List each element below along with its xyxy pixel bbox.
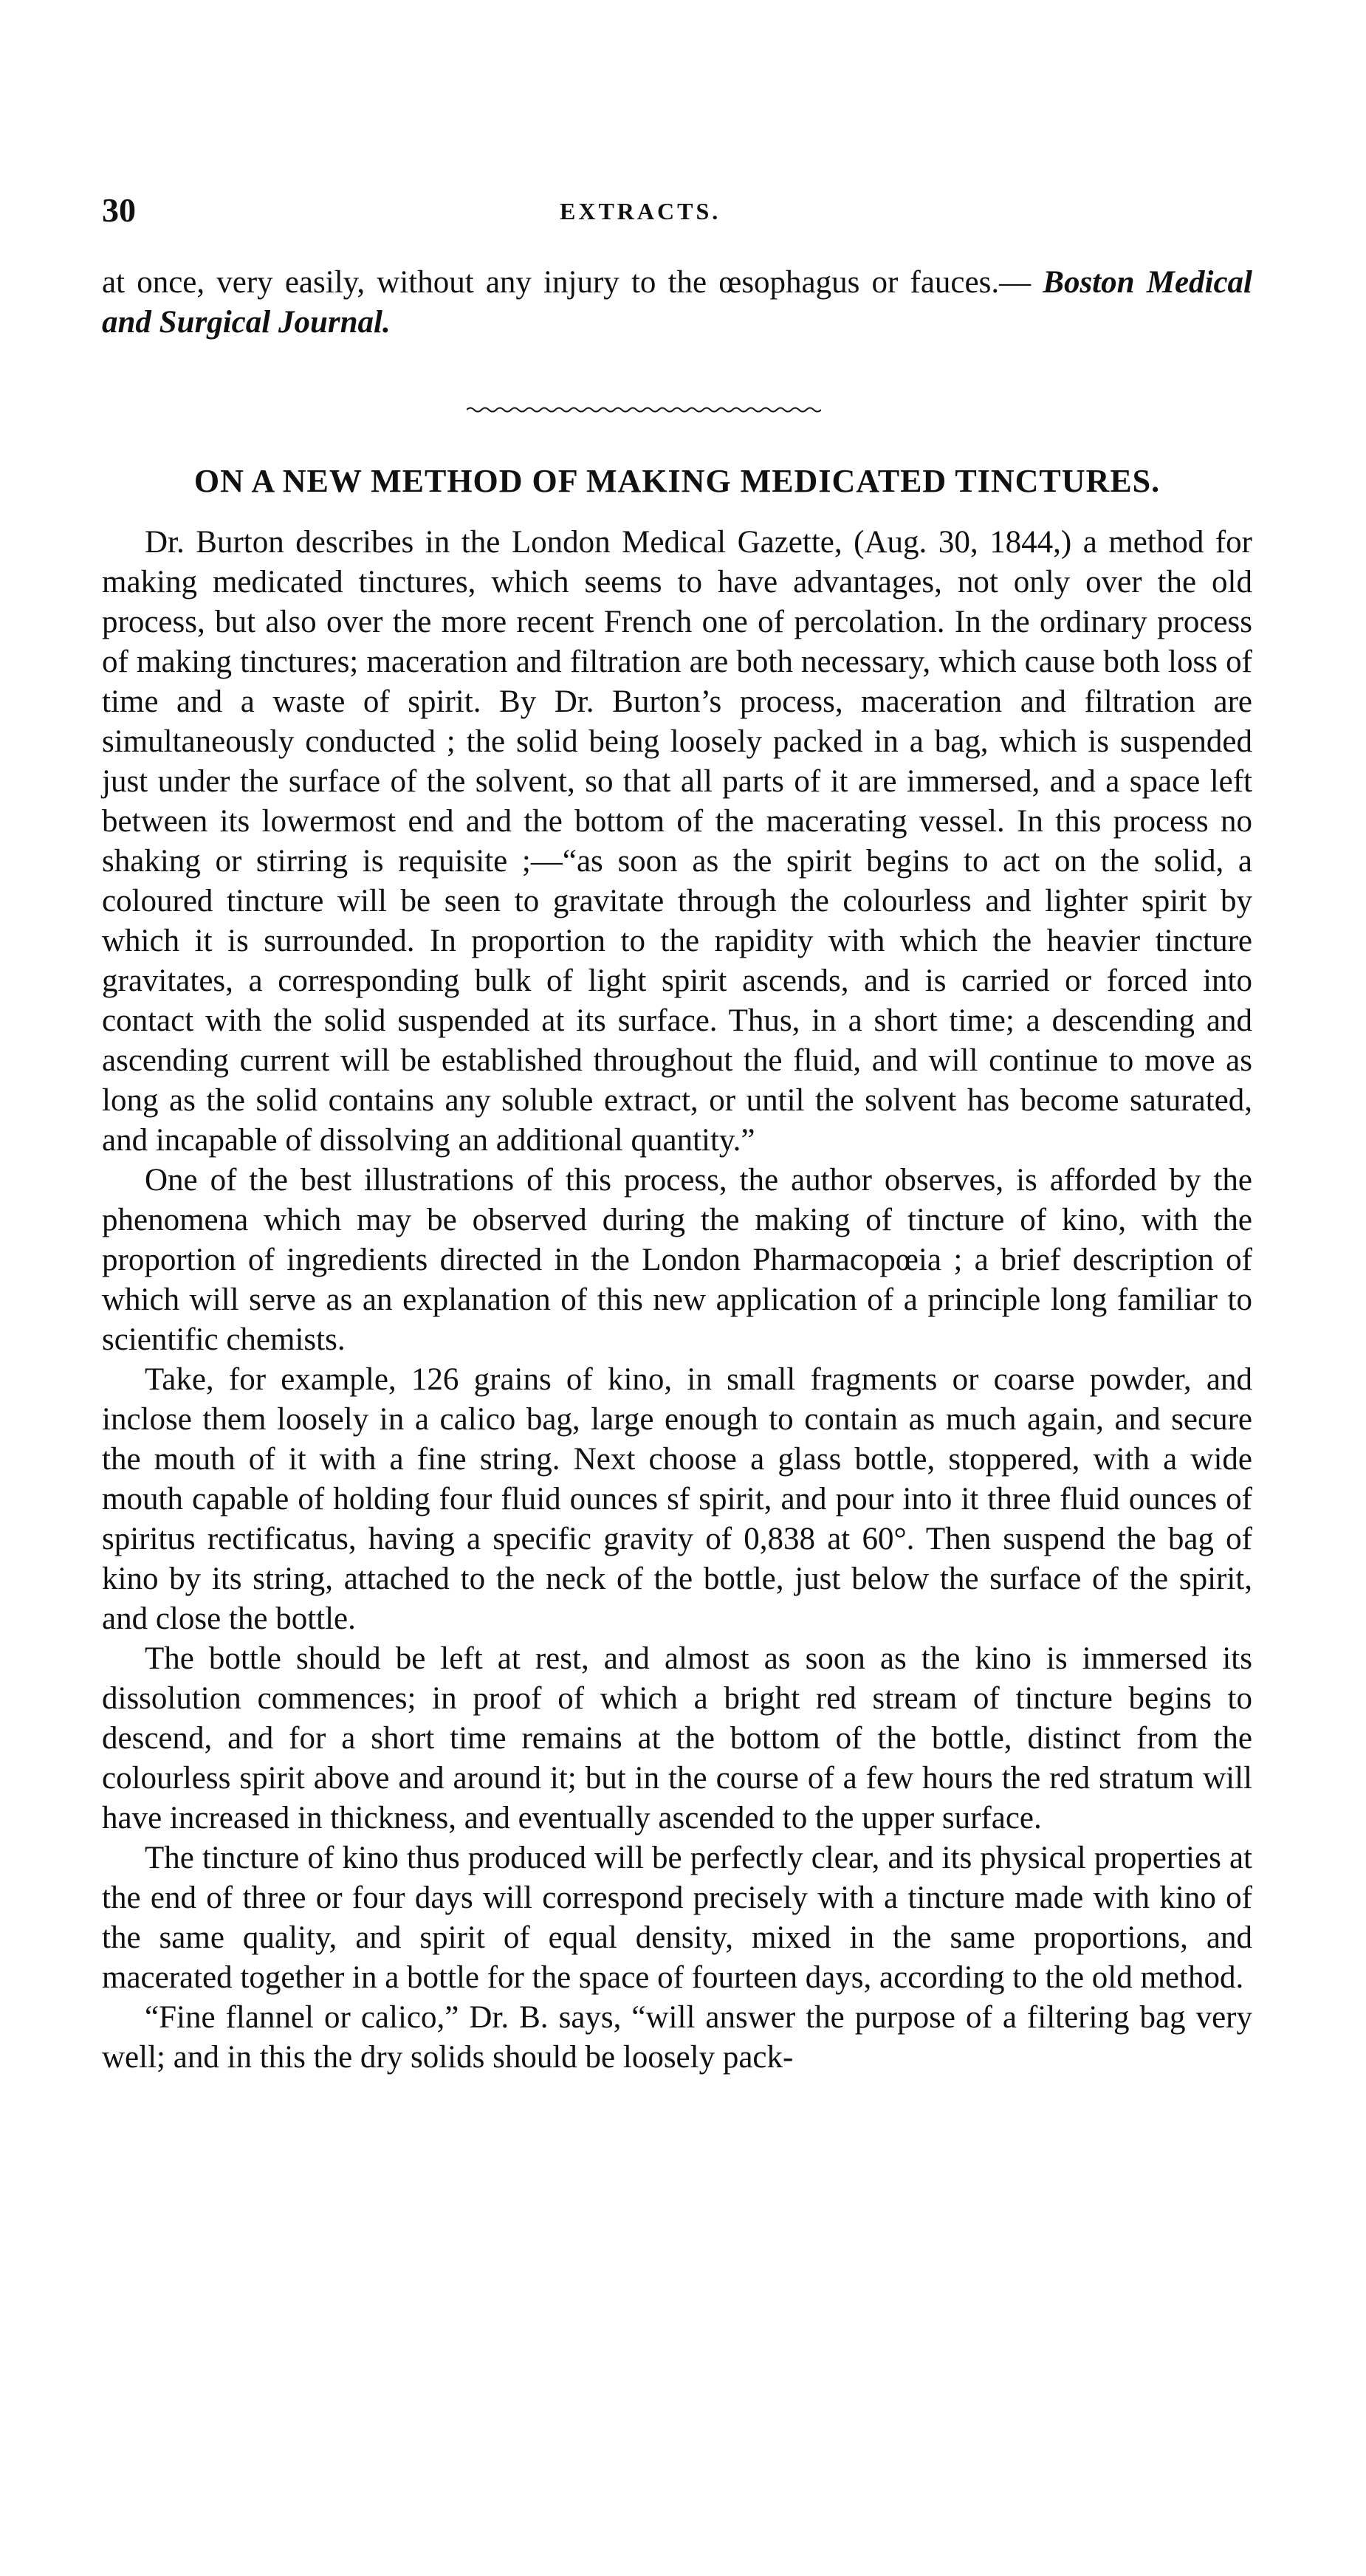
page-number: 30 <box>102 191 136 229</box>
article-title: ON A NEW METHOD OF MAKING MEDICATED TINCTURES. <box>193 463 1161 499</box>
article-body <box>102 523 1252 2078</box>
section-divider <box>467 405 821 415</box>
page-header <box>102 190 1254 235</box>
body-paragraph-3: Take, for example, 126 grains of kino, in small fragments or coarse powder, and inclose them loosely in a calico bag, large enough to contain as much again, and secure the mouth of it with a fine string. Next choose a glass bottle, stoppered, with a wide mouth capable of holding four fluid ounces sf spirit, and pour into it three fluid ounces of spiritus rectificatus, having a specific gravity of 0,838 at 60°. Then suspend the bag of kino by its string, attached to the neck of the bottle, just below the surface of the spirit, and close the bottle. <box>102 1362 1252 1636</box>
body-paragraph-1: Dr. Burton describes in the London Medical Gazette, (Aug. 30, 1844,) a method for making medicated tinctures, which seems to have advantages, not only over the old process, but also over the more recent French one of percolation. In the ordinary process of making tinctures; maceration and filtration are both necessary, which cause both loss of time and a waste of spirit. By Dr. Burton’s process, maceration and filtration are simultaneously conducted ; the solid being loosely packed in a bag, which is suspended just under the surface of the solvent, so that all parts of it are immersed, and a space left between its lowermost end and the bottom of the macerating vessel. In this process no shaking or stirring is requisite ;—“as soon as the spirit begins to act on the solid, a coloured tincture will be seen to gravitate through the colourless and lighter spirit by which it is surrounded. In proportion to the rapidity with which the heavier tincture gravitates, a corresponding bulk of light spirit ascends, and is carried or forced into contact with the solid suspended at its surface. Thus, in a short time; a descending and ascending current will be established throughout the fluid, and will continue to move as long as the solid contains any soluble extract, or until the solvent has become saturated, and incapable of dissolving an additional quantity.” <box>102 525 1252 1158</box>
running-title: EXTRACTS. <box>560 198 721 224</box>
intro-text: at once, very easily, without any injury to the œsophagus or fauces.— <box>102 265 1032 300</box>
intro-paragraph <box>102 263 1252 343</box>
journal-source: Boston Medical and Surgical Journal. <box>102 265 1253 340</box>
body-paragraph-5: The tincture of kino thus produced will be perfectly clear, and its physical properties at the end of three or four days will correspond precisely with a tincture made with kino of the same quality, and spirit of equal density, mixed in the same proportions, and macerated together in a bottle for the space of fourteen days, according to the old method. <box>102 1841 1252 1995</box>
previous-article-ending <box>102 263 1252 343</box>
body-paragraph-2: One of the best illustrations of this process, the author observes, is afforded by the phenomena which may be observed during the making of tincture of kino, with the proportion of ingredients directed in the London Pharmacopœia ; a brief description of which will serve as an explanation of this new application of a principle long familiar to scientific chemists. <box>102 1163 1252 1357</box>
body-paragraph-6: “Fine flannel or calico,” Dr. B. says, “will answer the purpose of a filtering bag very well; and in this the dry solids should be loosely pack- <box>102 2000 1252 2075</box>
body-paragraph-4: The bottle should be left at rest, and almost as soon as the kino is immersed its dissolution commences; in proof of which a bright red stream of tincture begins to descend, and for a short time remains at the bottom of the bottle, distinct from the colourless spirit above and around it; but in the course of a few hours the red stratum will have increased in thickness, and eventually ascended to the upper surface. <box>102 1641 1252 1835</box>
